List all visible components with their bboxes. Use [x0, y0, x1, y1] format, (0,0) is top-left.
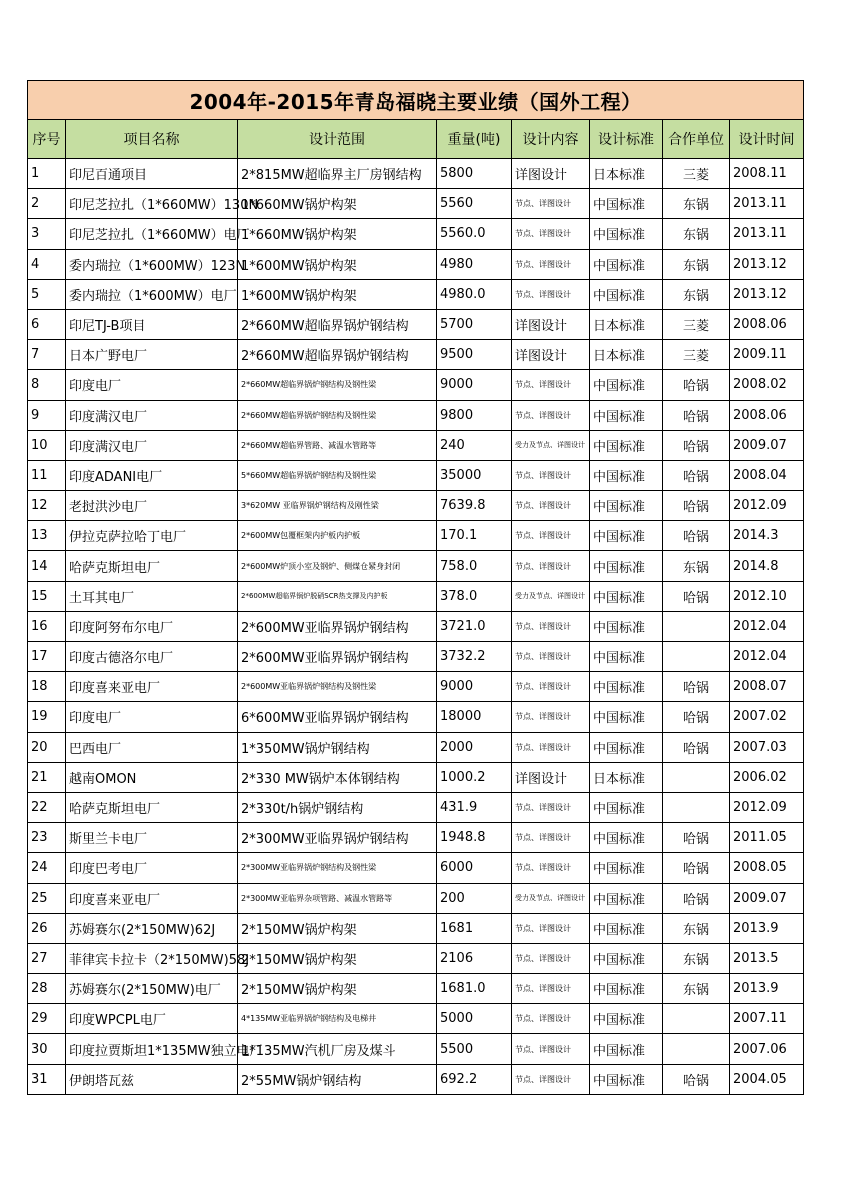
table-row — [28, 762, 804, 792]
weight-cell: 5560 — [437, 189, 512, 219]
serial-cell: 22 — [28, 792, 66, 822]
partner-cell — [663, 642, 730, 672]
design-scope-cell: 2*600MW超临界锅炉脱硝SCR热支撑及内护板 — [238, 581, 437, 611]
design-content-cell: 节点、详图设计 — [512, 400, 590, 430]
partner-cell: 东锅 — [663, 974, 730, 1004]
design-scope-cell: 2*660MW超临界锅炉钢结构及钢性梁 — [238, 370, 437, 400]
weight-cell: 7639.8 — [437, 491, 512, 521]
partner-cell: 哈锅 — [663, 430, 730, 460]
partner-cell: 三菱 — [663, 159, 730, 189]
design-content-cell: 详图设计 — [512, 762, 590, 792]
partner-cell: 哈锅 — [663, 823, 730, 853]
serial-cell: 17 — [28, 642, 66, 672]
design-standard-cell: 中国标准 — [590, 249, 663, 279]
design-scope-cell: 2*600MW炉顶小室及钢炉、侧煤仓紧身封闭 — [238, 551, 437, 581]
design-standard-cell: 中国标准 — [590, 611, 663, 641]
partner-cell — [663, 1034, 730, 1064]
serial-cell: 8 — [28, 370, 66, 400]
design-content-cell: 节点、详图设计 — [512, 1004, 590, 1034]
design-time-cell: 2009.07 — [730, 430, 804, 460]
table-row — [28, 340, 804, 370]
design-scope-cell: 2*815MW超临界主厂房钢结构 — [238, 159, 437, 189]
serial-cell: 1 — [28, 159, 66, 189]
serial-cell: 25 — [28, 883, 66, 913]
serial-cell: 6 — [28, 309, 66, 339]
design-standard-cell: 中国标准 — [590, 370, 663, 400]
design-content-cell: 节点、详图设计 — [512, 853, 590, 883]
project-name-cell: 印度喜来亚电厂 — [66, 883, 238, 913]
table-row — [28, 460, 804, 490]
serial-cell: 30 — [28, 1034, 66, 1064]
weight-cell: 9800 — [437, 400, 512, 430]
project-name-cell: 印度古德洛尔电厂 — [66, 642, 238, 672]
header-row — [28, 120, 804, 159]
design-content-cell: 受力及节点、详图设计 — [512, 430, 590, 460]
design-scope-cell: 1*600MW锅炉构架 — [238, 279, 437, 309]
design-standard-cell: 中国标准 — [590, 792, 663, 822]
design-scope-cell: 2*660MW超临界管路、减温水管路等 — [238, 430, 437, 460]
design-scope-cell: 2*660MW超临界锅炉钢结构及钢性梁 — [238, 400, 437, 430]
partner-cell: 哈锅 — [663, 370, 730, 400]
weight-cell: 9500 — [437, 340, 512, 370]
design-time-cell: 2008.04 — [730, 460, 804, 490]
design-standard-cell: 中国标准 — [590, 521, 663, 551]
weight-cell: 9000 — [437, 370, 512, 400]
design-standard-cell: 中国标准 — [590, 1034, 663, 1064]
partner-cell: 三菱 — [663, 340, 730, 370]
design-time-cell: 2013.9 — [730, 913, 804, 943]
weight-cell: 240 — [437, 430, 512, 460]
table-row — [28, 521, 804, 551]
serial-cell: 10 — [28, 430, 66, 460]
header-design-scope: 设计范围 — [238, 120, 437, 159]
weight-cell: 2000 — [437, 732, 512, 762]
design-content-cell: 节点、详图设计 — [512, 642, 590, 672]
design-time-cell: 2012.10 — [730, 581, 804, 611]
header-design-content: 设计内容 — [512, 120, 590, 159]
design-standard-cell: 中国标准 — [590, 732, 663, 762]
weight-cell: 200 — [437, 883, 512, 913]
design-standard-cell: 中国标准 — [590, 400, 663, 430]
serial-cell: 3 — [28, 219, 66, 249]
serial-cell: 31 — [28, 1064, 66, 1094]
design-content-cell: 节点、详图设计 — [512, 913, 590, 943]
table-row — [28, 309, 804, 339]
design-time-cell: 2007.03 — [730, 732, 804, 762]
design-standard-cell: 日本标准 — [590, 762, 663, 792]
project-name-cell: 印度巴考电厂 — [66, 853, 238, 883]
design-time-cell: 2012.04 — [730, 642, 804, 672]
project-name-cell: 印度满汉电厂 — [66, 430, 238, 460]
header-design-standard: 设计标准 — [590, 120, 663, 159]
serial-cell: 16 — [28, 611, 66, 641]
weight-cell: 5700 — [437, 309, 512, 339]
table-row — [28, 1064, 804, 1094]
design-standard-cell: 中国标准 — [590, 823, 663, 853]
serial-cell: 9 — [28, 400, 66, 430]
weight-cell: 1948.8 — [437, 823, 512, 853]
table-row — [28, 581, 804, 611]
partner-cell: 哈锅 — [663, 883, 730, 913]
design-time-cell: 2009.07 — [730, 883, 804, 913]
project-name-cell: 菲律宾卡拉卡（2*150MW)58J — [66, 943, 238, 973]
project-name-cell: 印度电厂 — [66, 370, 238, 400]
partner-cell: 哈锅 — [663, 521, 730, 551]
weight-cell: 4980.0 — [437, 279, 512, 309]
project-name-cell: 印度电厂 — [66, 702, 238, 732]
design-standard-cell: 中国标准 — [590, 913, 663, 943]
design-time-cell: 2014.3 — [730, 521, 804, 551]
project-name-cell: 印度ADANI电厂 — [66, 460, 238, 490]
design-standard-cell: 中国标准 — [590, 460, 663, 490]
design-content-cell: 节点、详图设计 — [512, 249, 590, 279]
design-standard-cell: 中国标准 — [590, 702, 663, 732]
serial-cell: 11 — [28, 460, 66, 490]
design-content-cell: 受力及节点、详图设计 — [512, 883, 590, 913]
partner-cell — [663, 1004, 730, 1034]
design-content-cell: 节点、详图设计 — [512, 189, 590, 219]
design-content-cell: 受力及节点、详图设计 — [512, 581, 590, 611]
project-name-cell: 哈萨克斯坦电厂 — [66, 792, 238, 822]
design-scope-cell: 1*135MW汽机厂房及煤斗 — [238, 1034, 437, 1064]
design-content-cell: 节点、详图设计 — [512, 370, 590, 400]
design-standard-cell: 中国标准 — [590, 551, 663, 581]
design-standard-cell: 中国标准 — [590, 974, 663, 1004]
serial-cell: 19 — [28, 702, 66, 732]
project-name-cell: 印度喜来亚电厂 — [66, 672, 238, 702]
design-time-cell: 2008.06 — [730, 400, 804, 430]
weight-cell: 378.0 — [437, 581, 512, 611]
serial-cell: 21 — [28, 762, 66, 792]
partner-cell — [663, 792, 730, 822]
serial-cell: 26 — [28, 913, 66, 943]
serial-cell: 24 — [28, 853, 66, 883]
header-partner: 合作单位 — [663, 120, 730, 159]
weight-cell: 758.0 — [437, 551, 512, 581]
project-name-cell: 越南OMON — [66, 762, 238, 792]
weight-cell: 2106 — [437, 943, 512, 973]
project-name-cell: 伊朗塔瓦兹 — [66, 1064, 238, 1094]
design-time-cell: 2013.5 — [730, 943, 804, 973]
partner-cell: 东锅 — [663, 551, 730, 581]
design-scope-cell: 2*300MW亚临界杂项管路、减温水管路等 — [238, 883, 437, 913]
project-name-cell: 委内瑞拉（1*600MW）123N — [66, 249, 238, 279]
table-row — [28, 913, 804, 943]
table-title: 2004年-2015年青岛福晓主要业绩（国外工程） — [28, 81, 804, 120]
design-scope-cell: 2*300MW亚临界锅炉钢结构 — [238, 823, 437, 853]
serial-cell: 15 — [28, 581, 66, 611]
serial-cell: 20 — [28, 732, 66, 762]
design-time-cell: 2008.11 — [730, 159, 804, 189]
partner-cell: 哈锅 — [663, 400, 730, 430]
weight-cell: 5000 — [437, 1004, 512, 1034]
table-row — [28, 219, 804, 249]
project-name-cell: 印尼百通项目 — [66, 159, 238, 189]
weight-cell: 3732.2 — [437, 642, 512, 672]
design-scope-cell: 2*600MW包覆框架内护板内护板 — [238, 521, 437, 551]
design-scope-cell: 2*330t/h锅炉钢结构 — [238, 792, 437, 822]
design-time-cell: 2008.02 — [730, 370, 804, 400]
design-standard-cell: 中国标准 — [590, 581, 663, 611]
design-scope-cell: 2*330 MW锅炉本体钢结构 — [238, 762, 437, 792]
partner-cell: 东锅 — [663, 189, 730, 219]
design-standard-cell: 中国标准 — [590, 189, 663, 219]
partner-cell: 哈锅 — [663, 732, 730, 762]
design-scope-cell: 2*150MW锅炉构架 — [238, 913, 437, 943]
design-scope-cell: 2*150MW锅炉构架 — [238, 974, 437, 1004]
weight-cell: 1681.0 — [437, 974, 512, 1004]
serial-cell: 12 — [28, 491, 66, 521]
project-name-cell: 印度WPCPL电厂 — [66, 1004, 238, 1034]
weight-cell: 4980 — [437, 249, 512, 279]
serial-cell: 7 — [28, 340, 66, 370]
serial-cell: 4 — [28, 249, 66, 279]
project-name-cell: 印度阿努布尔电厂 — [66, 611, 238, 641]
project-name-cell: 老挝洪沙电厂 — [66, 491, 238, 521]
design-time-cell: 2008.07 — [730, 672, 804, 702]
design-content-cell: 节点、详图设计 — [512, 823, 590, 853]
design-time-cell: 2007.02 — [730, 702, 804, 732]
project-name-cell: 印度满汉电厂 — [66, 400, 238, 430]
project-name-cell: 巴西电厂 — [66, 732, 238, 762]
table-row — [28, 732, 804, 762]
weight-cell: 431.9 — [437, 792, 512, 822]
design-standard-cell: 中国标准 — [590, 943, 663, 973]
design-time-cell: 2009.11 — [730, 340, 804, 370]
header-design-time: 设计时间 — [730, 120, 804, 159]
weight-cell: 9000 — [437, 672, 512, 702]
partner-cell — [663, 611, 730, 641]
design-content-cell: 节点、详图设计 — [512, 702, 590, 732]
design-content-cell: 详图设计 — [512, 340, 590, 370]
table-row — [28, 159, 804, 189]
design-time-cell: 2006.02 — [730, 762, 804, 792]
design-standard-cell: 日本标准 — [590, 340, 663, 370]
design-time-cell: 2008.06 — [730, 309, 804, 339]
weight-cell: 5800 — [437, 159, 512, 189]
table-row — [28, 1034, 804, 1064]
design-content-cell: 节点、详图设计 — [512, 1034, 590, 1064]
table-row — [28, 491, 804, 521]
design-scope-cell: 2*660MW超临界锅炉钢结构 — [238, 340, 437, 370]
project-name-cell: 斯里兰卡电厂 — [66, 823, 238, 853]
table-row — [28, 1004, 804, 1034]
design-scope-cell: 1*350MW锅炉钢结构 — [238, 732, 437, 762]
table-row — [28, 370, 804, 400]
design-standard-cell: 中国标准 — [590, 491, 663, 521]
design-time-cell: 2008.05 — [730, 853, 804, 883]
project-name-cell: 日本广野电厂 — [66, 340, 238, 370]
design-time-cell: 2012.09 — [730, 792, 804, 822]
design-content-cell: 节点、详图设计 — [512, 219, 590, 249]
design-time-cell: 2007.06 — [730, 1034, 804, 1064]
design-standard-cell: 日本标准 — [590, 159, 663, 189]
partner-cell: 东锅 — [663, 943, 730, 973]
table-row — [28, 611, 804, 641]
design-scope-cell: 1*600MW锅炉构架 — [238, 249, 437, 279]
table-row — [28, 853, 804, 883]
design-standard-cell: 中国标准 — [590, 219, 663, 249]
design-scope-cell: 2*55MW锅炉钢结构 — [238, 1064, 437, 1094]
table-row — [28, 642, 804, 672]
serial-cell: 18 — [28, 672, 66, 702]
weight-cell: 692.2 — [437, 1064, 512, 1094]
project-name-cell: 土耳其电厂 — [66, 581, 238, 611]
design-time-cell: 2013.11 — [730, 189, 804, 219]
weight-cell: 18000 — [437, 702, 512, 732]
design-standard-cell: 日本标准 — [590, 309, 663, 339]
project-name-cell: 印尼芝拉扎（1*660MW）电厂 — [66, 219, 238, 249]
design-content-cell: 节点、详图设计 — [512, 974, 590, 1004]
serial-cell: 14 — [28, 551, 66, 581]
design-scope-cell: 1*660MW锅炉构架 — [238, 219, 437, 249]
design-scope-cell: 2*300MW亚临界锅炉钢结构及钢性梁 — [238, 853, 437, 883]
performance-table — [27, 80, 804, 1095]
design-time-cell: 2013.11 — [730, 219, 804, 249]
design-scope-cell: 5*660MW超临界锅炉钢结构及钢性梁 — [238, 460, 437, 490]
design-content-cell: 详图设计 — [512, 309, 590, 339]
table-row — [28, 792, 804, 822]
serial-cell: 29 — [28, 1004, 66, 1034]
design-scope-cell: 2*600MW亚临界锅炉钢结构 — [238, 611, 437, 641]
design-scope-cell: 4*135MW亚临界锅炉钢结构及电梯井 — [238, 1004, 437, 1034]
header-weight: 重量(吨) — [437, 120, 512, 159]
design-standard-cell: 中国标准 — [590, 672, 663, 702]
partner-cell: 三菱 — [663, 309, 730, 339]
partner-cell: 哈锅 — [663, 672, 730, 702]
header-project-name: 项目名称 — [66, 120, 238, 159]
partner-cell: 东锅 — [663, 219, 730, 249]
design-content-cell: 节点、详图设计 — [512, 1064, 590, 1094]
design-standard-cell: 中国标准 — [590, 1064, 663, 1094]
project-name-cell: 哈萨克斯坦电厂 — [66, 551, 238, 581]
table-row — [28, 189, 804, 219]
project-name-cell: 苏姆赛尔(2*150MW)电厂 — [66, 974, 238, 1004]
design-content-cell: 节点、详图设计 — [512, 460, 590, 490]
partner-cell: 哈锅 — [663, 702, 730, 732]
table-row — [28, 823, 804, 853]
project-name-cell: 印尼芝拉扎（1*660MW）130N — [66, 189, 238, 219]
design-standard-cell: 中国标准 — [590, 1004, 663, 1034]
design-standard-cell: 中国标准 — [590, 883, 663, 913]
design-standard-cell: 中国标准 — [590, 430, 663, 460]
project-name-cell: 委内瑞拉（1*600MW）电厂 — [66, 279, 238, 309]
serial-cell: 28 — [28, 974, 66, 1004]
partner-cell: 东锅 — [663, 913, 730, 943]
project-name-cell: 印尼TJ-B项目 — [66, 309, 238, 339]
design-content-cell: 节点、详图设计 — [512, 551, 590, 581]
design-content-cell: 节点、详图设计 — [512, 491, 590, 521]
table-row — [28, 672, 804, 702]
design-scope-cell: 1*660MW锅炉构架 — [238, 189, 437, 219]
weight-cell: 6000 — [437, 853, 512, 883]
table-row — [28, 974, 804, 1004]
design-content-cell: 节点、详图设计 — [512, 611, 590, 641]
design-content-cell: 节点、详图设计 — [512, 943, 590, 973]
design-time-cell: 2012.04 — [730, 611, 804, 641]
table-row — [28, 883, 804, 913]
serial-cell: 13 — [28, 521, 66, 551]
weight-cell: 1000.2 — [437, 762, 512, 792]
project-name-cell: 伊拉克萨拉哈丁电厂 — [66, 521, 238, 551]
design-standard-cell: 中国标准 — [590, 642, 663, 672]
weight-cell: 170.1 — [437, 521, 512, 551]
header-serial: 序号 — [28, 120, 66, 159]
design-scope-cell: 2*600MW亚临界锅炉钢结构及钢性梁 — [238, 672, 437, 702]
design-scope-cell: 3*620MW 亚临界锅炉钢结构及刚性梁 — [238, 491, 437, 521]
table-row — [28, 249, 804, 279]
serial-cell: 5 — [28, 279, 66, 309]
weight-cell: 35000 — [437, 460, 512, 490]
serial-cell: 27 — [28, 943, 66, 973]
partner-cell: 东锅 — [663, 249, 730, 279]
design-content-cell: 节点、详图设计 — [512, 521, 590, 551]
design-standard-cell: 中国标准 — [590, 853, 663, 883]
design-content-cell: 节点、详图设计 — [512, 279, 590, 309]
design-time-cell: 2013.9 — [730, 974, 804, 1004]
partner-cell: 哈锅 — [663, 853, 730, 883]
design-time-cell: 2013.12 — [730, 279, 804, 309]
table-row — [28, 430, 804, 460]
design-scope-cell: 2*600MW亚临界锅炉钢结构 — [238, 642, 437, 672]
table-body — [28, 159, 804, 1095]
design-content-cell: 节点、详图设计 — [512, 732, 590, 762]
table-row — [28, 400, 804, 430]
design-time-cell: 2007.11 — [730, 1004, 804, 1034]
table-row — [28, 551, 804, 581]
table-row — [28, 702, 804, 732]
partner-cell: 哈锅 — [663, 581, 730, 611]
serial-cell: 2 — [28, 189, 66, 219]
partner-cell — [663, 762, 730, 792]
table-row — [28, 279, 804, 309]
design-content-cell: 节点、详图设计 — [512, 672, 590, 702]
design-scope-cell: 6*600MW亚临界锅炉钢结构 — [238, 702, 437, 732]
partner-cell: 哈锅 — [663, 1064, 730, 1094]
design-standard-cell: 中国标准 — [590, 279, 663, 309]
design-time-cell: 2004.05 — [730, 1064, 804, 1094]
serial-cell: 23 — [28, 823, 66, 853]
partner-cell: 哈锅 — [663, 491, 730, 521]
project-name-cell: 苏姆赛尔(2*150MW)62J — [66, 913, 238, 943]
design-time-cell: 2012.09 — [730, 491, 804, 521]
design-scope-cell: 2*660MW超临界锅炉钢结构 — [238, 309, 437, 339]
design-content-cell: 详图设计 — [512, 159, 590, 189]
project-name-cell: 印度拉贾斯坦1*135MW独立电厂 — [66, 1034, 238, 1064]
weight-cell: 1681 — [437, 913, 512, 943]
partner-cell: 哈锅 — [663, 460, 730, 490]
design-time-cell: 2011.05 — [730, 823, 804, 853]
weight-cell: 5560.0 — [437, 219, 512, 249]
design-scope-cell: 2*150MW锅炉构架 — [238, 943, 437, 973]
design-time-cell: 2013.12 — [730, 249, 804, 279]
weight-cell: 3721.0 — [437, 611, 512, 641]
design-time-cell: 2014.8 — [730, 551, 804, 581]
weight-cell: 5500 — [437, 1034, 512, 1064]
partner-cell: 东锅 — [663, 279, 730, 309]
table-row — [28, 943, 804, 973]
design-content-cell: 节点、详图设计 — [512, 792, 590, 822]
